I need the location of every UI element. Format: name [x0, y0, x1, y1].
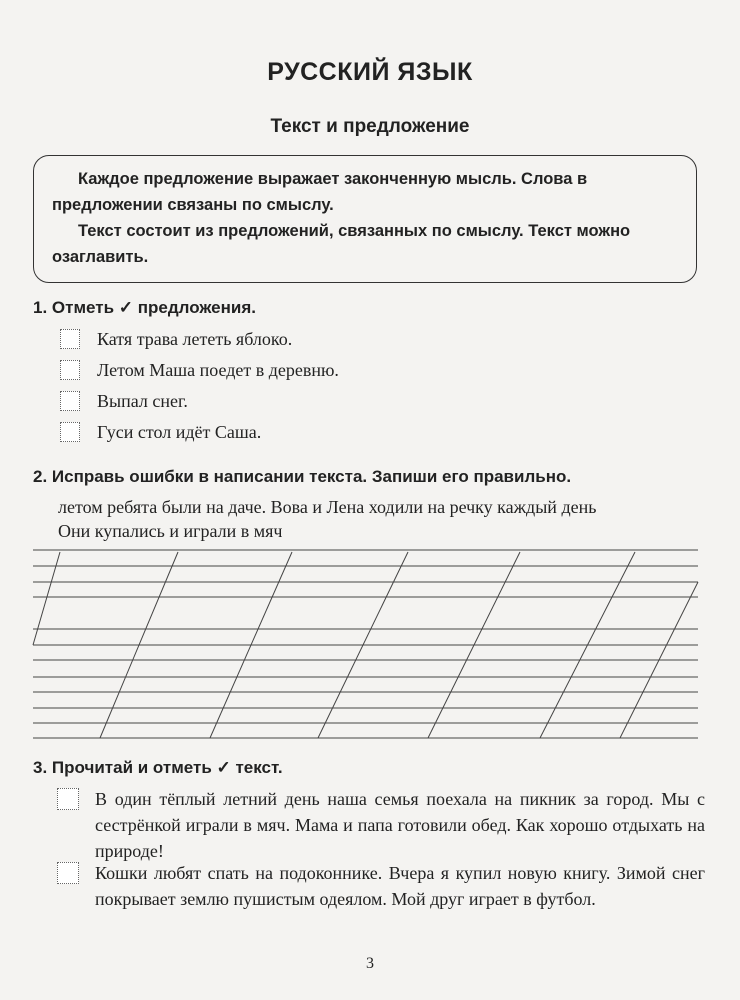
rule-paragraph-2: Текст состоит из предложений, связанных по смыслу. Текст можно озаглавить.: [52, 222, 631, 266]
task3-text-b: Кошки любят спать на подоконнике. Вчера я купил новую книгу. Зимой снег покрывает землю пушистым одеялом. Мой друг играет в футбол.: [95, 863, 705, 909]
task2-heading: 2. Исправь ошибки в написании текста. Запиши его правильно.: [33, 467, 572, 486]
task1-heading: 1. Отметь ✓ предложения.: [33, 298, 257, 317]
task1-option-label: Катя трава лететь яблоко.: [97, 328, 293, 349]
page-title: РУССКИЙ ЯЗЫК: [267, 58, 473, 86]
task3-checkbox-2[interactable]: [57, 862, 79, 884]
task3-text-a: В один тёплый летний день наша семья поехала на пикник за город. Мы с сестрёнкой играли в мяч. Мама и папа готовили обед. Как хорошо отдыхать на природе!: [95, 789, 705, 861]
task3-checkbox-1[interactable]: [57, 788, 79, 810]
task1-option-label: Выпал снег.: [97, 390, 188, 411]
task3-heading: 3. Прочитай и отметь ✓ текст.: [33, 758, 283, 777]
task1-option-label: Гуси стол идёт Саша.: [97, 421, 262, 442]
task2-text-line-1: летом ребята были на даче. Вова и Лена ходили на речку каждый день: [58, 497, 597, 517]
page-number: 3: [366, 955, 374, 972]
rule-paragraph-1: Каждое предложение выражает законченную мысль. Слова в предложении связаны по смыслу.: [52, 170, 588, 214]
page-subtitle: Текст и предложение: [270, 116, 470, 137]
task2-text-line-2: Они купались и играли в мяч: [58, 521, 283, 541]
task1-option-label: Летом Маша поедет в деревню.: [97, 359, 339, 380]
